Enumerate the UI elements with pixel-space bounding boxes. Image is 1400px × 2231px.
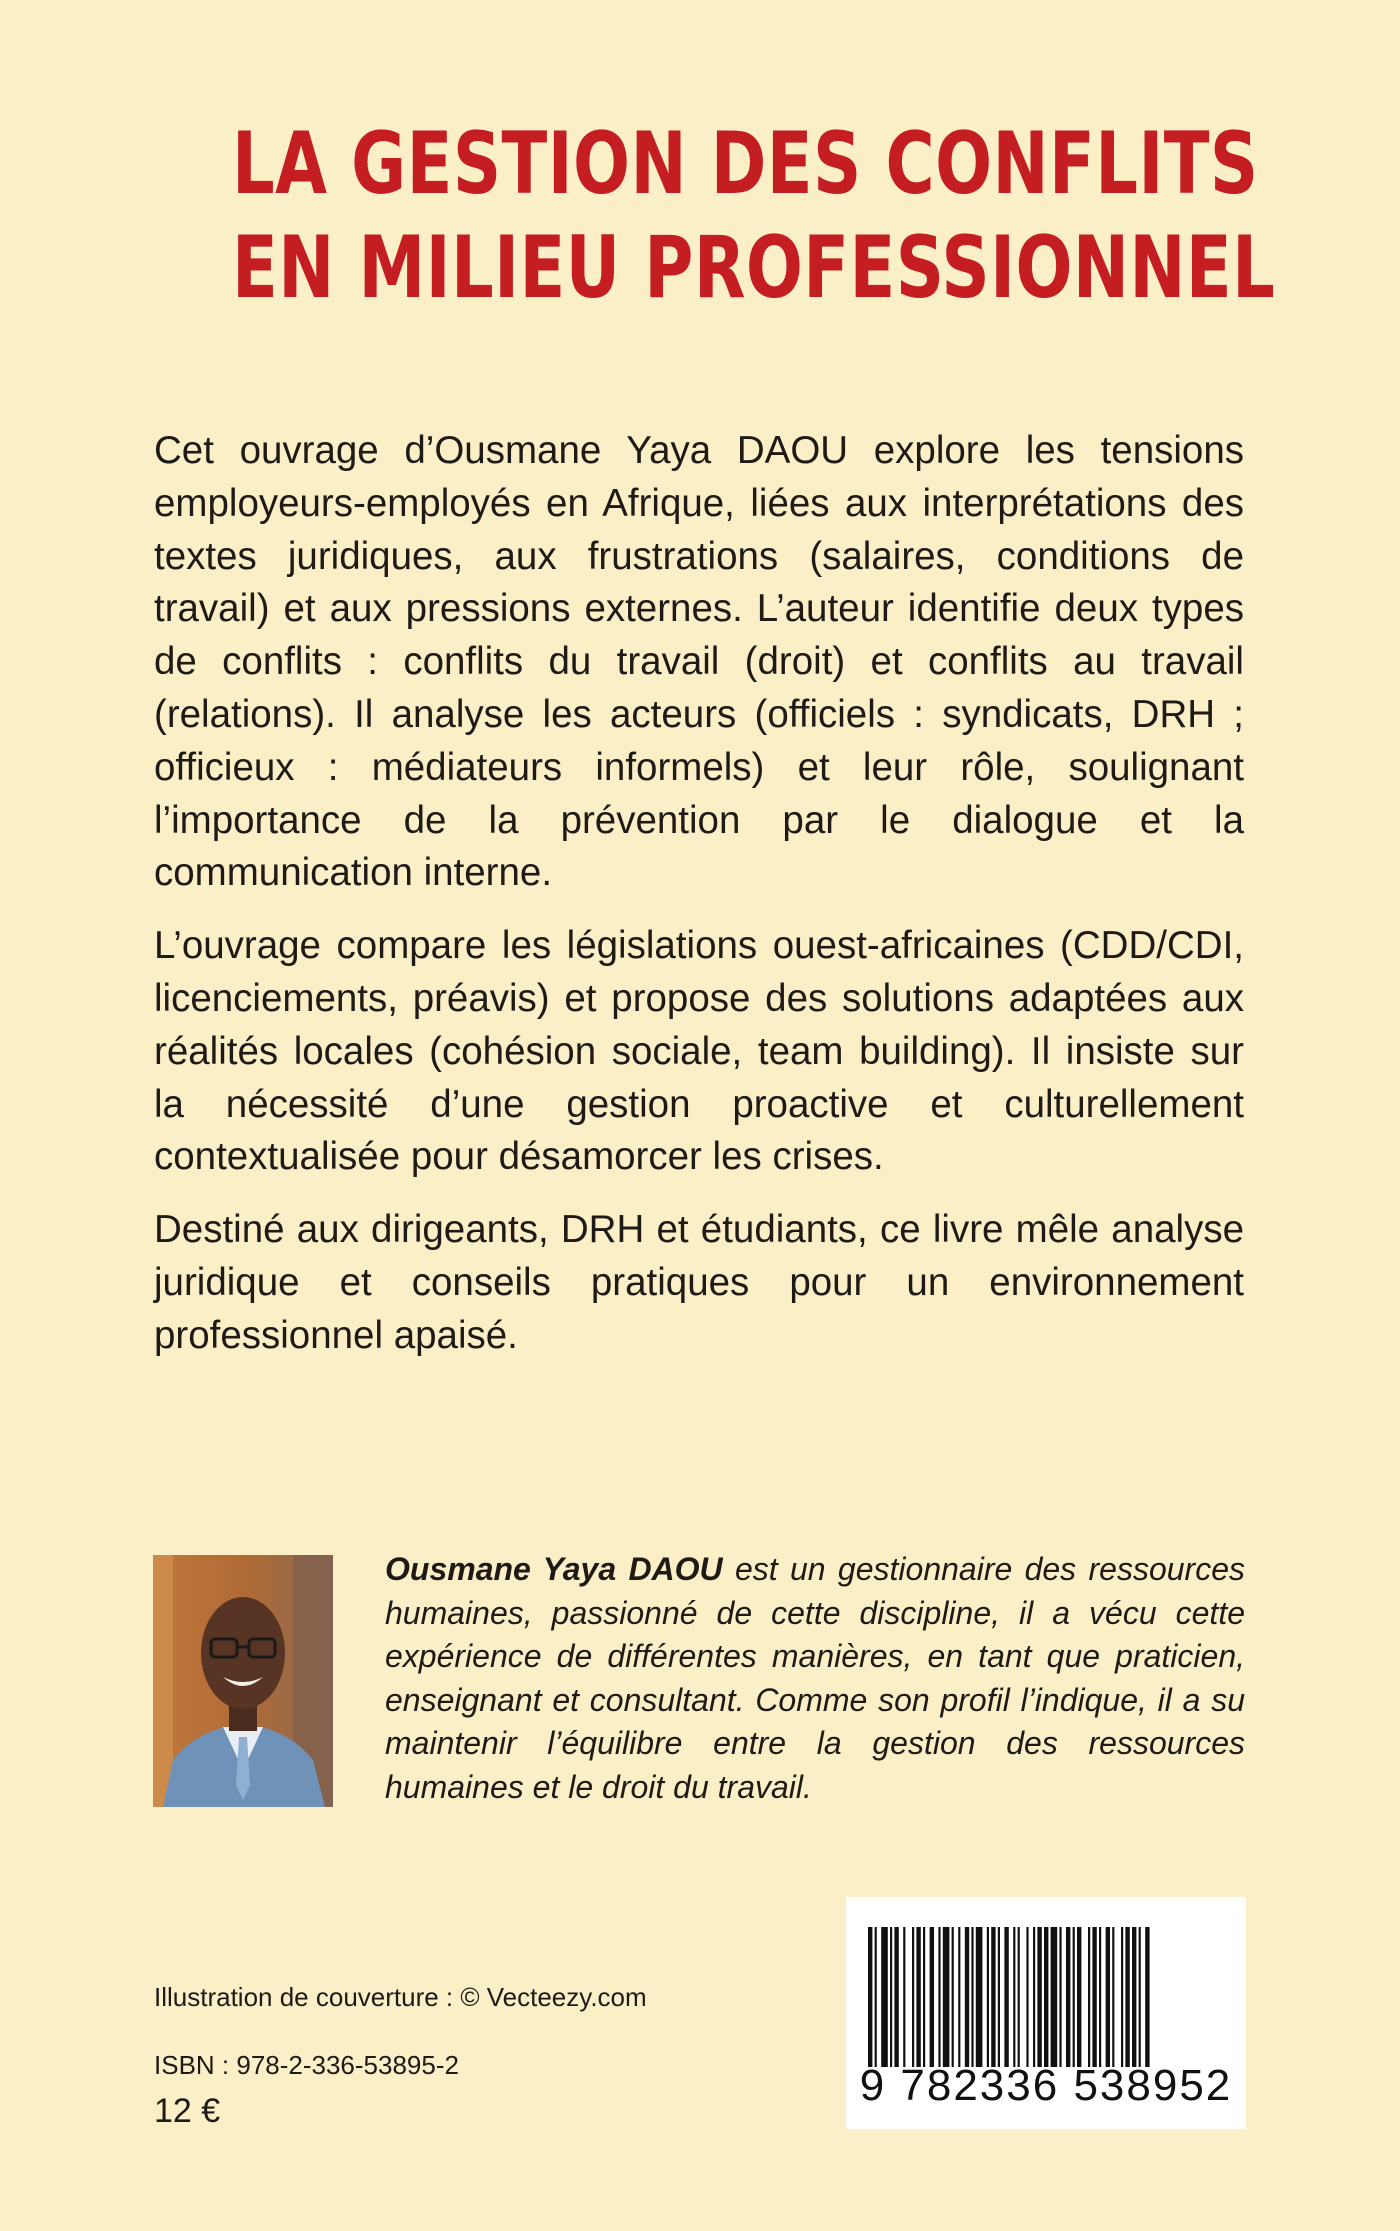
barcode-bar xyxy=(998,1927,1000,2067)
barcode-bar xyxy=(1004,1927,1008,2067)
book-summary xyxy=(154,425,1244,1383)
barcode-bar xyxy=(1026,1927,1028,2067)
barcode-bar xyxy=(991,1927,995,2067)
barcode-bar xyxy=(912,1927,914,2067)
price: 12 € xyxy=(154,2092,221,2130)
barcode-bar xyxy=(894,1927,898,2067)
author-bio-text: est un gestionnaire des ressources humaines, passionné de cette discipline, il a vécu cette expérience de différentes manières, en tant que praticien, enseignant et consultant. Comme son profil l’indique, il a su maintenir l’équilibre entre la gestion des ressources humaines et le droit du travail. xyxy=(385,1551,1246,1805)
barcode xyxy=(846,1897,1246,2129)
summary-paragraph: Destiné aux dirigeants, DRH et étudiants, ce livre mêle analyse juridique et conseils pratiques pour un environnement professionnel apaisé. xyxy=(154,1208,1244,1357)
barcode-bar xyxy=(958,1927,960,2067)
barcode-bar xyxy=(943,1927,950,2067)
summary-paragraph: L’ouvrage compare les législations ouest-africaines (CDD/CDI, licenciements, préavis) et propose des solutions adaptées aux réalités locales (cohésion sociale, team building). Il insiste sur la nécessité d’une gestion proactive et culturellement contextualisée pour désamorcer les crises. xyxy=(154,924,1244,1179)
barcode-bar xyxy=(1088,1927,1090,2067)
barcode-bar xyxy=(1059,1927,1061,2067)
barcode-digits: 9 782336 538952 xyxy=(859,2061,1233,2110)
barcode-bar xyxy=(1037,1927,1041,2067)
book-title xyxy=(232,112,1276,320)
barcode-bar xyxy=(1092,1927,1096,2067)
summary-paragraph: Cet ouvrage d’Ousmane Yaya DAOU explore les tensions employeurs-employés en Afrique, liées aux interprétations des textes juridiques, aux frustrations (salaires, conditions de travail) et aux pressions externes. L’auteur identifie deux types de conflits : conflits du travail (droit) et conflits au travail (relations). Il analyse les acteurs (officiels : syndicats, DRH ; officieux : médiateurs informels) et leur rôle, soulignant l’importance de la prévention par le dialogue et la communication interne. xyxy=(154,429,1244,895)
author-biography xyxy=(385,1548,1245,1810)
barcode-bar xyxy=(1051,1927,1058,2067)
barcode-bar xyxy=(938,1927,940,2067)
isbn: ISBN : 978-2-336-53895-2 xyxy=(154,2050,459,2080)
barcode-bar xyxy=(1013,1927,1015,2067)
barcode-bar xyxy=(890,1927,892,2067)
barcode-bar xyxy=(1112,1927,1114,2067)
barcode-bar xyxy=(952,1927,954,2067)
barcode-bar xyxy=(1106,1927,1110,2067)
barcode-bar xyxy=(1125,1927,1129,2067)
barcode-bar xyxy=(1066,1927,1070,2067)
author-portrait xyxy=(153,1555,333,1807)
barcode-bar xyxy=(976,1927,983,2067)
barcode-bar xyxy=(1073,1927,1075,2067)
barcode-bar xyxy=(1077,1927,1081,2067)
barcode-bar xyxy=(965,1927,969,2067)
barcode-bar xyxy=(930,1927,934,2067)
barcode-bar xyxy=(971,1927,973,2067)
barcode-bar xyxy=(1099,1927,1101,2067)
barcode-bar xyxy=(1132,1927,1136,2067)
barcode-bars xyxy=(864,1927,1228,2077)
barcode-bar xyxy=(875,1927,877,2067)
barcode-bar xyxy=(1044,1927,1048,2067)
barcode-bar xyxy=(1033,1927,1035,2067)
barcode-bar xyxy=(916,1927,920,2067)
author-photo xyxy=(153,1555,333,1807)
barcode-bar xyxy=(1139,1927,1141,2067)
barcode-bar xyxy=(1145,1927,1149,2067)
author-name: Ousmane Yaya DAOU xyxy=(385,1551,723,1587)
barcode-bar xyxy=(881,1927,888,2067)
barcode-bar xyxy=(868,1927,872,2067)
title-line-1: LA GESTION DES CONFLITS xyxy=(232,114,1259,214)
barcode-bar xyxy=(1121,1927,1123,2067)
barcode-bar xyxy=(923,1927,925,2067)
illustration-credit: Illustration de couverture : © Vecteezy.com xyxy=(154,1982,647,2012)
barcode-bar xyxy=(903,1927,905,2067)
barcode-bar xyxy=(987,1927,989,2067)
title-line-2: EN MILIEU PROFESSIONNEL xyxy=(232,218,1276,318)
barcode-bar xyxy=(1018,1927,1020,2067)
